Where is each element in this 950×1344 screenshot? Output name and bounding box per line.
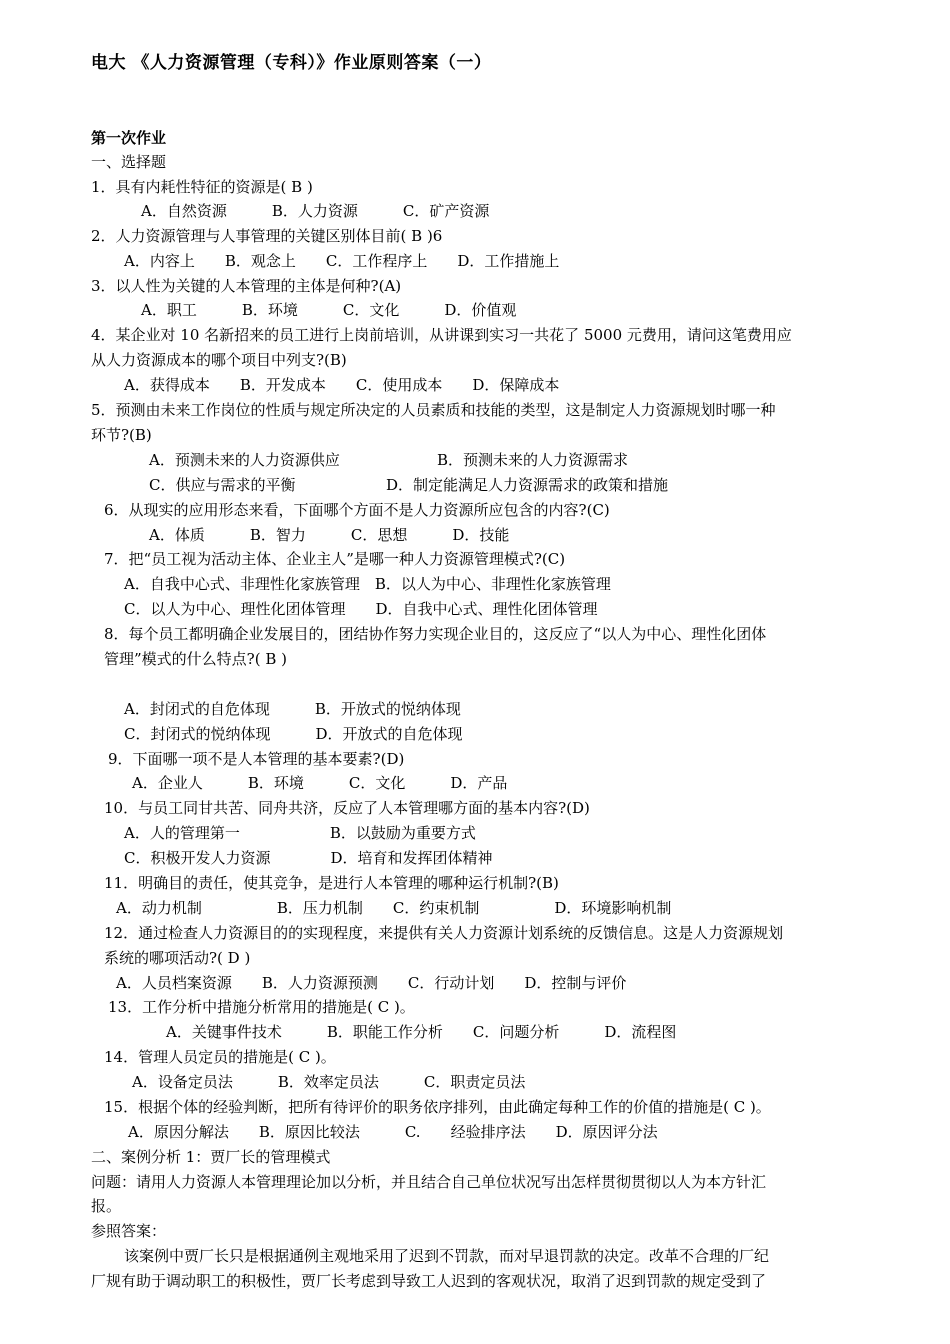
- question-options: A．企业人 B．环境 C．文化 D．产品: [132, 774, 508, 792]
- question-options: A．自然资源 B．人力资源 C．矿产资源: [141, 202, 490, 220]
- question-text: 2．人力资源管理与人事管理的关键区别体目前( B )6: [91, 227, 443, 245]
- question-text: 系统的哪项活动?( D ): [104, 949, 251, 967]
- question-options: A．获得成本 B．开发成本 C．使用成本 D．保障成本: [124, 376, 560, 394]
- question-options: A．原因分解法 B．原因比较法 C. 经验排序法 D．原因评分法: [128, 1123, 658, 1141]
- document-title: 电大 《人力资源管理（专科）》作业原则答案（一）: [91, 53, 492, 73]
- question-text: 13．工作分析中措施分析常用的措施是( C )。: [108, 998, 415, 1016]
- question-text: 管理”模式的什么特点?( B ): [104, 650, 287, 668]
- question-options: A．人的管理第一 B．以鼓励为重要方式: [124, 824, 476, 842]
- question-option: B．预测未来的人力资源需求: [437, 451, 629, 469]
- question-options: C．封闭式的悦纳体现 D．开放式的自危体现: [124, 725, 463, 743]
- section-heading: 第一次作业: [91, 129, 167, 147]
- reference-answer-label: 参照答案：: [91, 1222, 167, 1240]
- question-text: 12．通过检查人力资源目的的实现程度，来提供有关人力资源计划系统的反馈信息。这是人力资源规划: [104, 924, 784, 942]
- question-options: C．以人为中心、理性化团体管理 D．自我中心式、理性化团体管理: [124, 600, 598, 618]
- question-options: A．关键事件技术 B．职能工作分析 C．问题分析 D．流程图: [166, 1023, 677, 1041]
- question-text: 4．某企业对 10 名新招来的员工进行上岗前培训，从讲课到实习一共花了 5000 元费用，请问这笔费用应: [91, 326, 792, 344]
- question-text: 11．明确目的责任，使其竞争，是进行人本管理的哪种运行机制?(B): [104, 874, 559, 892]
- question-text: 从人力资源成本的哪个项目中列支?(B): [91, 351, 347, 369]
- answer-paragraph: 该案例中贾厂长只是根据通例主观地采用了迟到不罚款，而对早退罚款的决定。改革不合理的厂纪: [124, 1247, 770, 1265]
- question-text: 6．从现实的应用形态来看，下面哪个方面不是人力资源所应包含的内容?(C): [104, 501, 610, 519]
- question-options: C．积极开发人力资源 D．培育和发挥团体精神: [124, 849, 493, 867]
- question-text: 8．每个员工都明确企业发展目的，团结协作努力实现企业目的，这反应了“以人为中心、理性化团体: [104, 625, 767, 643]
- question-text: 7．把“员工视为活动主体、企业主人”是哪一种人力资源管理模式?(C): [104, 550, 566, 568]
- question-options: A．设备定员法 B．效率定员法 C．职责定员法: [132, 1073, 526, 1091]
- question-options: A．体质 B．智力 C．思想 D．技能: [149, 526, 510, 544]
- case-question: 报。: [91, 1197, 122, 1215]
- answer-paragraph: 厂规有助于调动职工的积极性，贾厂长考虑到导致工人迟到的客观状况，取消了迟到罚款的规定受到了: [91, 1272, 767, 1290]
- question-text: 9．下面哪一项不是人本管理的基本要素?(D): [108, 750, 405, 768]
- question-option: A．预测未来的人力资源供应: [149, 451, 340, 469]
- question-text: 14．管理人员定员的措施是( C )。: [104, 1048, 336, 1066]
- question-option: D．制定能满足人力资源需求的政策和措施: [386, 476, 669, 494]
- question-text: 15．根据个体的经验判断，把所有待评价的职务依序排列，由此确定每种工作的价值的措施是( C )。: [104, 1098, 771, 1116]
- question-text: 环节?(B): [91, 426, 152, 444]
- case-question: 问题：请用人力资源人本管理理论加以分析，并且结合自己单位状况写出怎样贯彻贯彻以人为本方针汇: [91, 1173, 767, 1191]
- question-options: A．职工 B．环境 C．文化 D．价值观: [141, 301, 517, 319]
- question-text: 5．预测由未来工作岗位的性质与规定所决定的人员素质和技能的类型，这是制定人力资源规划时哪一种: [91, 401, 776, 419]
- part-heading: 一、选择题: [91, 153, 167, 171]
- question-options: A．人员档案资源 B．人力资源预测 C．行动计划 D．控制与评价: [116, 974, 627, 992]
- question-text: 3．以人性为关键的人本管理的主体是何种?(A): [91, 277, 402, 295]
- question-text: 1．具有内耗性特征的资源是( B ): [91, 178, 313, 196]
- question-options: A．封闭式的自危体现 B．开放式的悦纳体现: [124, 700, 461, 718]
- question-options: A．自我中心式、非理性化家族管理 B．以人为中心、非理性化家族管理: [124, 575, 611, 593]
- part-heading: 二、案例分析 1：贾厂长的管理模式: [91, 1148, 331, 1166]
- question-options: A．动力机制 B．压力机制 C．约束机制 D．环境影响机制: [116, 899, 672, 917]
- question-options: A．内容上 B．观念上 C．工作程序上 D．工作措施上: [124, 252, 560, 270]
- question-option: C．供应与需求的平衡: [149, 476, 296, 494]
- question-text: 10．与员工同甘共苦、同舟共济，反应了人本管理哪方面的基本内容?(D): [104, 799, 590, 817]
